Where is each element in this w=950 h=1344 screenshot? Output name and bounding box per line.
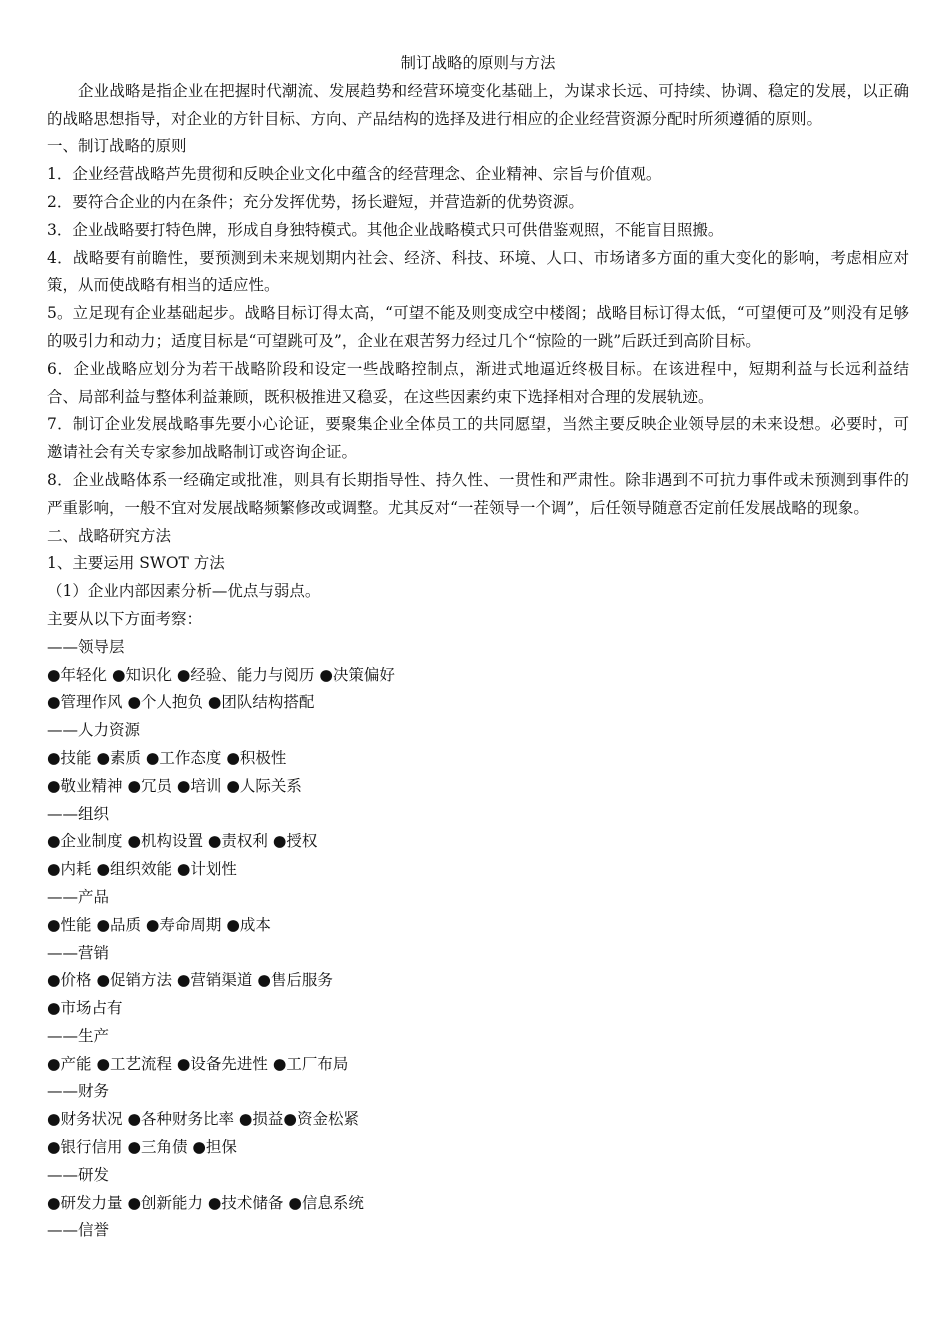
- section-heading-principles: 一、制订战略的原则: [47, 137, 187, 156]
- factor-bullets: ●价格 ●促销方法 ●营销渠道 ●售后服务: [47, 971, 333, 990]
- factor-bullets: ●管理作风 ●个人抱负 ●团队结构搭配: [47, 693, 315, 712]
- factor-bullets: ●研发力量 ●创新能力 ●技术储备 ●信息系统: [47, 1193, 364, 1212]
- factor-bullets: ●产能 ●工艺流程 ●设备先进性 ●工厂布局: [47, 1054, 349, 1073]
- factor-category: ——组织: [47, 804, 110, 823]
- factor-category: ——营销: [47, 943, 110, 962]
- factor-bullets: ●技能 ●素质 ●工作态度 ●积极性: [47, 748, 287, 767]
- factor-category: ——产品: [47, 887, 110, 906]
- principle-item: 8．企业战略体系一经确定或批准，则具有长期指导性、持久性、一贯性和严肃性。除非遇到不可抗力事件或未预测到事件的严重影响，一般不宜对发展战略频繁修改或调整。尤其反对“一茬领导一个调”，后任领导随意否定前任发展战略的现象。: [47, 470, 909, 517]
- factor-category: ——人力资源: [47, 721, 141, 740]
- principles-list: [47, 161, 909, 522]
- factor-bullets: ●年轻化 ●知识化 ●经验、能力与阅历 ●决策偏好: [47, 665, 395, 684]
- principle-item: 6．企业战略应划分为若干战略阶段和设定一些战略控制点，渐进式地逼近终极目标。在该进程中，短期利益与长远利益结合、局部利益与整体利益兼顾，既积极推进又稳妥，在这些因素约束下选择相对合理的发展轨迹。: [47, 359, 909, 406]
- principle-item: 5。立足现有企业基础起步。战略目标订得太高，“可望不能及则变成空中楼阁；战略目标订得太低，“可望便可及”则没有足够的吸引力和动力；适度目标是“可望跳可及”，企业在艰苦努力经过几个“惊险的一跳”后跃迁到高阶目标。: [47, 304, 909, 350]
- factor-bullets: ●市场占有: [47, 999, 123, 1018]
- subheading-swot: 1、主要运用 SWOT 方法: [47, 554, 225, 573]
- factor-category: ——财务: [47, 1082, 110, 1101]
- lead-text: 主要从以下方面考察：: [47, 609, 203, 628]
- factor-category: ——研发: [47, 1165, 110, 1184]
- subheading-internal-factors: （1）企业内部因素分析—优点与弱点。: [47, 582, 321, 601]
- factor-category: ——信誉: [47, 1221, 110, 1240]
- principle-item: 2．要符合企业的内在条件；充分发挥优势，扬长避短，并营造新的优势资源。: [47, 192, 584, 211]
- document-title: 制订战略的原则与方法: [400, 54, 556, 72]
- factor-bullets: ●性能 ●品质 ●寿命周期 ●成本: [47, 915, 271, 934]
- factor-list: [47, 634, 909, 1246]
- factor-bullets: ●内耗 ●组织效能 ●计划性: [47, 860, 237, 879]
- section-heading-methods: 二、战略研究方法: [47, 526, 172, 545]
- factor-bullets: ●财务状况 ●各种财务比率 ●损益●资金松紧: [47, 1110, 359, 1129]
- factor-bullets: ●敬业精神 ●冗员 ●培训 ●人际关系: [47, 776, 302, 795]
- factor-category: ——领导层: [47, 637, 125, 656]
- factor-category: ——生产: [47, 1026, 110, 1045]
- principle-item: 3．企业战略要打特色牌，形成自身独特模式。其他企业战略模式只可供借鉴观照，不能盲目照搬。: [47, 220, 724, 239]
- principle-item: 1．企业经营战略芦先贯彻和反映企业文化中蕴含的经营理念、企业精神、宗旨与价值观。: [47, 165, 662, 184]
- factor-bullets: ●企业制度 ●机构设置 ●责权利 ●授权: [47, 832, 318, 851]
- principle-item: 4．战略要有前瞻性，要预测到未来规划期内社会、经济、科技、环境、人口、市场诸多方面的重大变化的影响，考虑相应对策，从而使战略有相当的适应性。: [47, 248, 909, 295]
- document-page: [47, 50, 909, 1245]
- factor-bullets: ●银行信用 ●三角债 ●担保: [47, 1138, 237, 1157]
- principle-item: 7．制订企业发展战略事先要小心论证，要聚集企业全体员工的共同愿望，当然主要反映企业领导层的未来设想。必要时，可邀请社会有关专家参加战略制订或咨询企证。: [47, 415, 909, 462]
- intro-paragraph: 企业战略是指企业在把握时代潮流、发展趋势和经营环境变化基础上，为谋求长远、可持续、协调、稳定的发展，以正确的战略思想指导，对企业的方针目标、方向、产品结构的选择及进行相应的企业经营资源分配时所须遵循的原则。: [47, 81, 909, 128]
